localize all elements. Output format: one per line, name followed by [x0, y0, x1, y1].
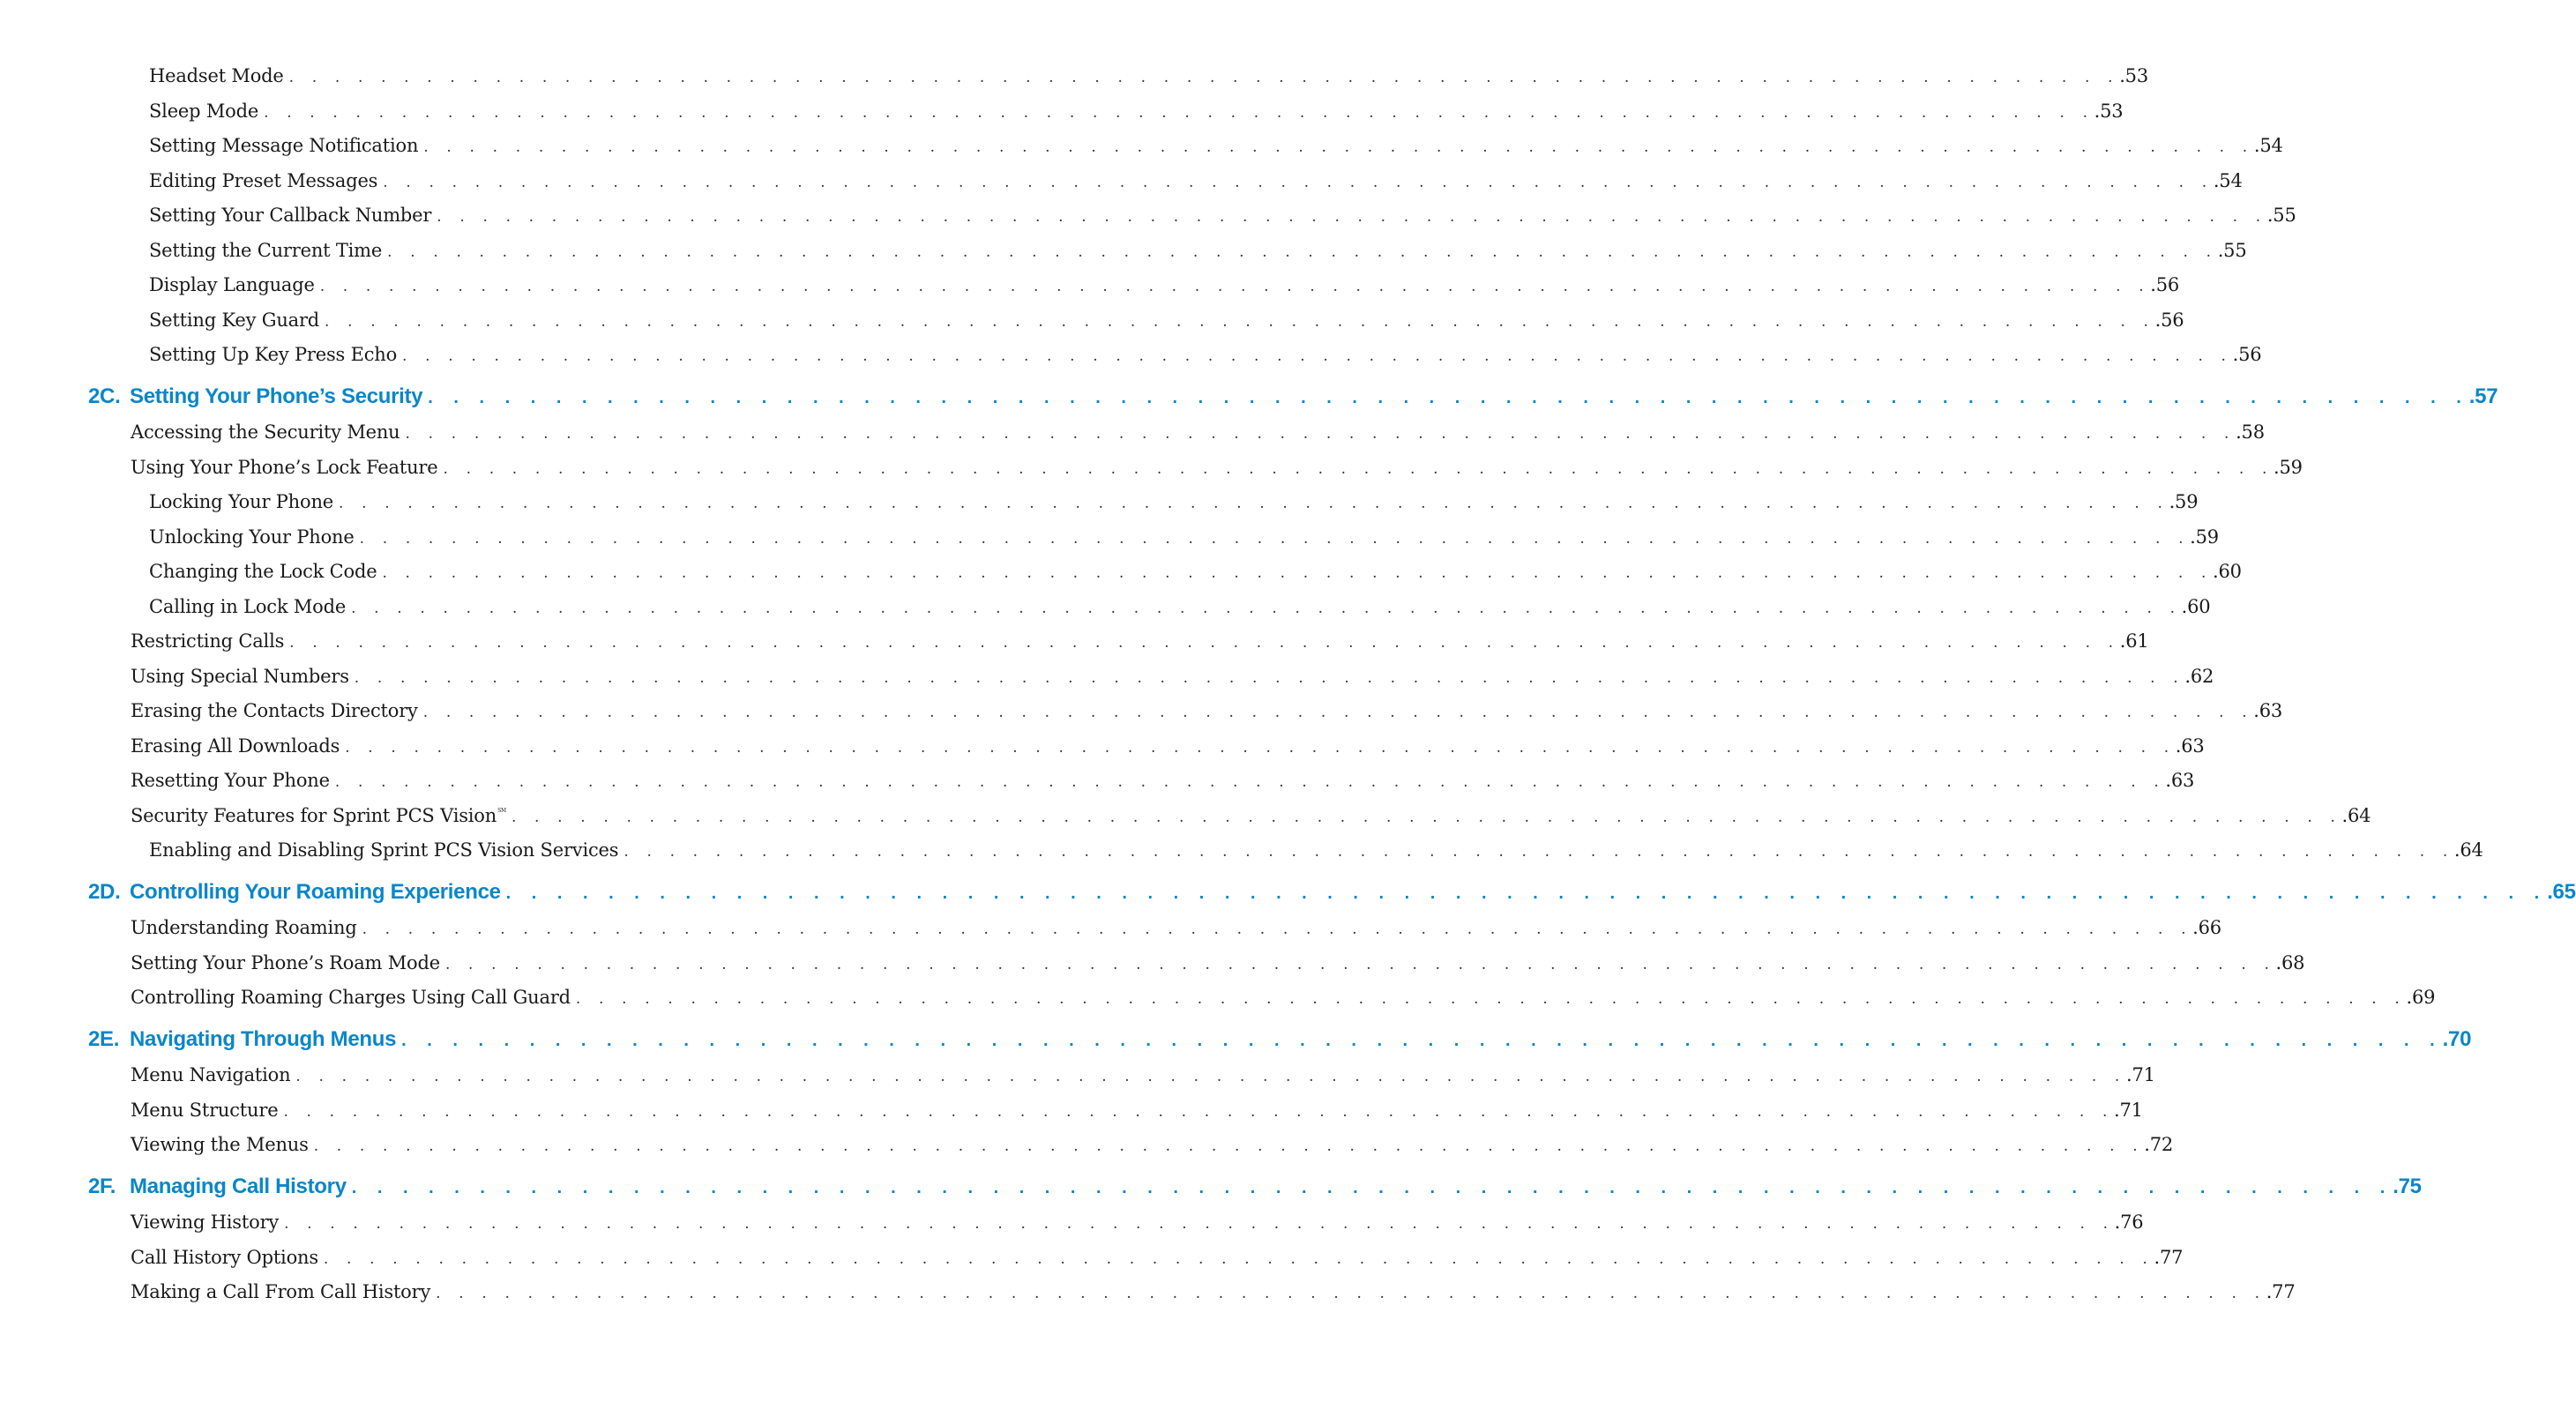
- toc-title: [131, 457, 443, 478]
- toc-title: [149, 205, 437, 226]
- toc-entry: [149, 344, 2262, 365]
- toc-entry: [149, 205, 2296, 226]
- dot-leader: . . . . . . . . . . . . . . . . . . . . . . . . . . . . . . . . . . . . . . . . . . . . . . . . . . . . . . . . . . . . . . . . . . . . . . . . . . . . . . . .: [354, 669, 2185, 687]
- toc-title-text: Using Your Phone’s Lock Feature: [131, 457, 438, 478]
- toc-title: [131, 700, 423, 721]
- page-number: .59: [2274, 457, 2303, 478]
- toc-title: [149, 596, 351, 617]
- toc-title-text: Headset Mode: [149, 65, 284, 86]
- toc-entry: [149, 839, 2483, 861]
- toc-title: [131, 1064, 295, 1085]
- page-number: .54: [2213, 170, 2243, 191]
- toc-title: [131, 1281, 436, 1302]
- dot-leader: . . . . . . . . . . . . . . . . . . . . . . . . . . . . . . . . . . . . . . . . . . . . . . . . . . . . . . . . . . . . . . . . . . . . . . . . . . . . . . . .: [405, 425, 2236, 443]
- page-number: .70: [2442, 1027, 2472, 1051]
- dot-leader: . . . . . . . . . . . . . . . . . . . . . . . . . . . . . . . . . . . . . . . . . . . . . . . . . . . . . . . . . . . . . . . . . . . . . . . . . . . . . . . .: [423, 138, 2254, 156]
- toc-title: [149, 274, 320, 295]
- toc-title: [131, 952, 445, 973]
- toc-title: [131, 735, 345, 757]
- dot-leader: . . . . . . . . . . . . . . . . . . . . . . . . . . . . . . . . . . . . . . . . . . . . . . . . . . . . . . . . . . . . . . . . . . . . . . . . . . . . . . . .: [436, 1285, 2266, 1302]
- toc-title-text: Setting Up Key Press Echo: [149, 344, 398, 365]
- toc-title-text: Call History Options: [131, 1247, 318, 1268]
- toc-entry: [131, 987, 2436, 1008]
- page-number: .59: [2190, 526, 2219, 548]
- page-number: .61: [2119, 630, 2149, 652]
- toc-title: [149, 135, 423, 156]
- toc-entry: [131, 457, 2303, 478]
- dot-leader: . . . . . . . . . . . . . . . . . . . . . . . . . . . . . . . . . . . . . . . . . . . . . . . . . . . . . . . . . . . . . . . . . . . . . . . . . . . . . . . .: [505, 884, 2548, 903]
- dot-leader: . . . . . . . . . . . . . . . . . . . . . . . . . . . . . . . . . . . . . . . . . . . . . . . . . . . . . . . . . . . . . . . . . . . . . . . . . . . . . . . .: [387, 243, 2218, 261]
- page-number: .69: [2406, 987, 2436, 1008]
- toc-title-text: Enabling and Disabling Sprint PCS Vision Services: [149, 839, 619, 861]
- page-number: .60: [2213, 561, 2242, 582]
- page-number: .63: [2165, 770, 2195, 791]
- toc-section-heading: [88, 880, 2576, 905]
- toc-entry: [149, 491, 2199, 512]
- toc-title-text: Setting Key Guard: [149, 309, 320, 331]
- page-number: .77: [2266, 1281, 2296, 1302]
- toc-title-text: Changing the Lock Code: [149, 561, 377, 582]
- toc-title: [131, 770, 335, 791]
- dot-leader: . . . . . . . . . . . . . . . . . . . . . . . . . . . . . . . . . . . . . . . . . . . . . . . . . . . . . . . . . . . . . . . . . . . . . . . . . . . . . . . .: [339, 495, 2169, 512]
- toc-title-text: Setting Your Callback Number: [149, 205, 432, 226]
- toc-title-text: Accessing the Security Menu: [131, 421, 400, 443]
- toc-title-text: Managing Call History: [130, 1175, 347, 1198]
- page-number: .75: [2393, 1175, 2422, 1198]
- toc-entry: [131, 1064, 2155, 1085]
- toc-entry: [149, 101, 2124, 122]
- toc-title-text: Sleep Mode: [149, 101, 259, 122]
- toc-title: [131, 917, 362, 938]
- dot-leader: . . . . . . . . . . . . . . . . . . . . . . . . . . . . . . . . . . . . . . . . . . . . . . . . . . . . . . . . . . . . . . . . . . . . . . . . . . . . . . . .: [402, 347, 2233, 365]
- page-number: .64: [2453, 839, 2483, 861]
- dot-leader: . . . . . . . . . . . . . . . . . . . . . . . . . . . . . . . . . . . . . . . . . . . . . . . . . . . . . . . . . . . . . . . . . . . . . . . . . . . . . . . .: [359, 530, 2191, 548]
- toc-section-heading: [88, 1027, 2472, 1052]
- toc-entry: [131, 735, 2205, 757]
- toc-entry: [149, 274, 2180, 295]
- toc-title: [149, 170, 383, 191]
- toc-entry: [131, 952, 2305, 973]
- toc-title-text: Resetting Your Phone: [131, 770, 330, 791]
- page-number: .71: [2125, 1064, 2155, 1085]
- toc-title-text: Navigating Through Menus: [130, 1027, 397, 1051]
- toc-title: [149, 344, 402, 365]
- dot-leader: . . . . . . . . . . . . . . . . . . . . . . . . . . . . . . . . . . . . . . . . . . . . . . . . . . . . . . . . . . . . . . . . . . . . . . . . . . . . . . . .: [313, 1137, 2145, 1155]
- toc-title: [88, 1027, 401, 1052]
- toc-entry: [131, 805, 2371, 826]
- toc-title: [131, 1134, 314, 1155]
- page-number: .57: [2468, 384, 2498, 408]
- toc-section-heading: [88, 384, 2498, 409]
- dot-leader: . . . . . . . . . . . . . . . . . . . . . . . . . . . . . . . . . . . . . . . . . . . . . . . . . . . . . . . . . . . . . . . . . . . . . . . . . . . . . . . .: [444, 956, 2276, 973]
- dot-leader: . . . . . . . . . . . . . . . . . . . . . . . . . . . . . . . . . . . . . . . . . . . . . . . . . . . . . . . . . . . . . . . . . . . . . . . . . . . . . . . .: [325, 313, 2155, 331]
- page-number: .63: [2175, 735, 2205, 757]
- dot-leader: . . . . . . . . . . . . . . . . . . . . . . . . . . . . . . . . . . . . . . . . . . . . . . . . . . . . . . . . . . . . . . . . . . . . . . . . . . . . . . . .: [623, 843, 2454, 861]
- toc-title: [131, 987, 576, 1008]
- page-number: .65: [2547, 880, 2576, 904]
- page-number: .55: [2266, 205, 2296, 226]
- toc-title-text: Controlling Roaming Charges Using Call Guard: [131, 987, 571, 1008]
- toc-title-text: Erasing the Contacts Directory: [131, 700, 418, 721]
- page-number: .64: [2341, 805, 2371, 826]
- page-number: .72: [2144, 1134, 2174, 1155]
- toc-title: [131, 805, 511, 826]
- page-number: .77: [2154, 1247, 2184, 1268]
- page-number: .54: [2253, 135, 2283, 156]
- toc-title: [149, 561, 382, 582]
- toc-entry: [131, 1281, 2296, 1302]
- toc-title-text: Locking Your Phone: [149, 491, 334, 512]
- toc-entry: [149, 561, 2242, 582]
- page-number: .56: [2150, 274, 2180, 295]
- dot-leader: . . . . . . . . . . . . . . . . . . . . . . . . . . . . . . . . . . . . . . . . . . . . . . . . . . . . . . . . . . . . . . . . . . . . . . . . . . . . . . . .: [383, 174, 2214, 191]
- dot-leader: . . . . . . . . . . . . . . . . . . . . . . . . . . . . . . . . . . . . . . . . . . . . . . . . . . . . . . . . . . . . . . . . . . . . . . . . . . . . . . . .: [334, 773, 2166, 791]
- toc-title-text: Restricting Calls: [131, 630, 285, 652]
- dot-leader: . . . . . . . . . . . . . . . . . . . . . . . . . . . . . . . . . . . . . . . . . . . . . . . . . . . . . . . . . . . . . . . . . . . . . . . . . . . . . . . .: [362, 921, 2193, 938]
- toc-title: [131, 630, 289, 652]
- toc-entry: [131, 770, 2195, 791]
- toc-title-text: Editing Preset Messages: [149, 170, 378, 191]
- toc-title-text: Setting Your Phone’s Roam Mode: [131, 952, 440, 973]
- dot-leader: . . . . . . . . . . . . . . . . . . . . . . . . . . . . . . . . . . . . . . . . . . . . . . . . . . . . . . . . . . . . . . . . . . . . . . . . . . . . . . . .: [289, 634, 2120, 652]
- toc-title-text: Viewing History: [131, 1212, 280, 1233]
- dot-leader: . . . . . . . . . . . . . . . . . . . . . . . . . . . . . . . . . . . . . . . . . . . . . . . . . . . . . . . . . . . . . . . . . . . . . . . . . . . . . . . .: [575, 990, 2407, 1008]
- dot-leader: . . . . . . . . . . . . . . . . . . . . . . . . . . . . . . . . . . . . . . . . . . . . . . . . . . . . . . . . . . . . . . . . . . . . . . . . . . . . . . . .: [437, 208, 2267, 226]
- dot-leader: . . . . . . . . . . . . . . . . . . . . . . . . . . . . . . . . . . . . . . . . . . . . . . . . . . . . . . . . . . . . . . . . . . . . . . . . . . . . . . . .: [264, 104, 2094, 122]
- toc-title: [88, 384, 428, 409]
- dot-leader: . . . . . . . . . . . . . . . . . . . . . . . . . . . . . . . . . . . . . . . . . . . . . . . . . . . . . . . . . . . . . . . . . . . . . . . . . . . . . . . .: [345, 739, 2176, 757]
- toc-title-text: Calling in Lock Mode: [149, 596, 347, 617]
- toc-section-heading: [88, 1175, 2422, 1199]
- toc-entry: [149, 135, 2283, 156]
- toc-title-text: Menu Structure: [131, 1100, 279, 1121]
- dot-leader: . . . . . . . . . . . . . . . . . . . . . . . . . . . . . . . . . . . . . . . . . . . . . . . . . . . . . . . . . . . . . . . . . . . . . . . . . . . . . . . .: [351, 1178, 2393, 1197]
- toc-title: [131, 666, 355, 687]
- page-number: .59: [2169, 491, 2199, 512]
- toc-entry: [131, 1134, 2174, 1155]
- dot-leader: . . . . . . . . . . . . . . . . . . . . . . . . . . . . . . . . . . . . . . . . . . . . . . . . . . . . . . . . . . . . . . . . . . . . . . . . . . . . . . . .: [511, 809, 2342, 826]
- dot-leader: . . . . . . . . . . . . . . . . . . . . . . . . . . . . . . . . . . . . . . . . . . . . . . . . . . . . . . . . . . . . . . . . . . . . . . . . . . . . . . . .: [323, 1250, 2154, 1268]
- toc-entry: [131, 630, 2149, 652]
- toc-title-text: Making a Call From Call History: [131, 1281, 431, 1302]
- page-number: .76: [2114, 1212, 2144, 1233]
- toc-title-text: Controlling Your Roaming Experience: [130, 880, 501, 904]
- toc-title-text: Using Special Numbers: [131, 666, 349, 687]
- page-number: .68: [2275, 952, 2305, 973]
- dot-leader: . . . . . . . . . . . . . . . . . . . . . . . . . . . . . . . . . . . . . . . . . . . . . . . . . . . . . . . . . . . . . . . . . . . . . . . . . . . . . . . .: [422, 704, 2254, 721]
- toc-title: [149, 491, 339, 512]
- dot-leader: . . . . . . . . . . . . . . . . . . . . . . . . . . . . . . . . . . . . . . . . . . . . . . . . . . . . . . . . . . . . . . . . . . . . . . . . . . . . . . . .: [382, 564, 2214, 582]
- toc-entry: [149, 309, 2184, 331]
- toc-entry: [131, 1247, 2184, 1268]
- toc-entry: [131, 1212, 2144, 1233]
- section-number: 2C.: [88, 384, 121, 408]
- section-number: 2E.: [88, 1027, 120, 1051]
- toc-title-text: Setting Your Phone’s Security: [130, 384, 423, 408]
- toc-title: [149, 839, 623, 861]
- dot-leader: . . . . . . . . . . . . . . . . . . . . . . . . . . . . . . . . . . . . . . . . . . . . . . . . . . . . . . . . . . . . . . . . . . . . . . . . . . . . . . . .: [401, 1031, 2443, 1050]
- dot-leader: . . . . . . . . . . . . . . . . . . . . . . . . . . . . . . . . . . . . . . . . . . . . . . . . . . . . . . . . . . . . . . . . . . . . . . . . . . . . . . . .: [428, 388, 2469, 407]
- dot-leader: . . . . . . . . . . . . . . . . . . . . . . . . . . . . . . . . . . . . . . . . . . . . . . . . . . . . . . . . . . . . . . . . . . . . . . . . . . . . . . . .: [351, 600, 2182, 617]
- toc-entry: [131, 700, 2283, 721]
- toc-entry: [149, 596, 2211, 617]
- section-number: 2D.: [88, 880, 121, 904]
- page-number: .71: [2114, 1100, 2143, 1121]
- toc-title-text: Understanding Roaming: [131, 917, 357, 938]
- toc-title-text: Display Language: [149, 274, 315, 295]
- toc-title-text: Viewing the Menus: [131, 1134, 309, 1155]
- toc-title-text: Unlocking Your Phone: [149, 526, 355, 548]
- toc-title: [149, 309, 325, 331]
- page-number: .53: [2094, 101, 2124, 122]
- page-number: .60: [2181, 596, 2211, 617]
- page-number: .53: [2119, 65, 2149, 86]
- toc-entry: [131, 666, 2214, 687]
- toc-title: [131, 1247, 324, 1268]
- page-number: .56: [2154, 309, 2184, 331]
- dot-leader: . . . . . . . . . . . . . . . . . . . . . . . . . . . . . . . . . . . . . . . . . . . . . . . . . . . . . . . . . . . . . . . . . . . . . . . . . . . . . . . .: [295, 1068, 2126, 1085]
- toc-entry: [149, 526, 2219, 548]
- toc-title: [131, 1212, 284, 1233]
- toc-title: [149, 65, 289, 86]
- toc-title-text: Security Features for Sprint PCS Vision: [131, 805, 497, 826]
- toc-entry: [149, 240, 2247, 261]
- toc-title: [88, 880, 506, 905]
- toc-entry: [131, 421, 2265, 443]
- toc-title-text: Setting Message Notification: [149, 135, 419, 156]
- toc-title: [88, 1175, 352, 1199]
- toc-title: [149, 526, 360, 548]
- toc-title-text: Setting the Current Time: [149, 240, 383, 261]
- page-number: .56: [2232, 344, 2262, 365]
- page-number: .62: [2184, 666, 2214, 687]
- page-number: .55: [2217, 240, 2247, 261]
- section-number: 2F.: [88, 1175, 116, 1198]
- toc-title: [131, 1100, 283, 1121]
- toc-title-text: Erasing All Downloads: [131, 735, 340, 757]
- toc-title: [149, 240, 387, 261]
- dot-leader: . . . . . . . . . . . . . . . . . . . . . . . . . . . . . . . . . . . . . . . . . . . . . . . . . . . . . . . . . . . . . . . . . . . . . . . . . . . . . . . .: [443, 460, 2274, 478]
- toc-entry: [131, 917, 2221, 938]
- page-number: .63: [2253, 700, 2283, 721]
- toc-title: [131, 421, 406, 443]
- dot-leader: . . . . . . . . . . . . . . . . . . . . . . . . . . . . . . . . . . . . . . . . . . . . . . . . . . . . . . . . . . . . . . . . . . . . . . . . . . . . . . . .: [288, 69, 2120, 86]
- toc-title-text: Menu Navigation: [131, 1064, 291, 1085]
- dot-leader: . . . . . . . . . . . . . . . . . . . . . . . . . . . . . . . . . . . . . . . . . . . . . . . . . . . . . . . . . . . . . . . . . . . . . . . . . . . . . . . .: [284, 1215, 2115, 1233]
- dot-leader: . . . . . . . . . . . . . . . . . . . . . . . . . . . . . . . . . . . . . . . . . . . . . . . . . . . . . . . . . . . . . . . . . . . . . . . . . . . . . . . .: [283, 1103, 2114, 1121]
- toc-entry: [149, 65, 2149, 86]
- toc-entry: [131, 1100, 2143, 1121]
- dot-leader: . . . . . . . . . . . . . . . . . . . . . . . . . . . . . . . . . . . . . . . . . . . . . . . . . . . . . . . . . . . . . . . . . . . . . . . . . . . . . . . .: [319, 278, 2151, 295]
- toc-entry: [149, 170, 2243, 191]
- page-number: .66: [2192, 917, 2221, 938]
- toc-title: [149, 101, 264, 122]
- service-mark: SM: [497, 808, 506, 814]
- page-number: .58: [2236, 421, 2265, 443]
